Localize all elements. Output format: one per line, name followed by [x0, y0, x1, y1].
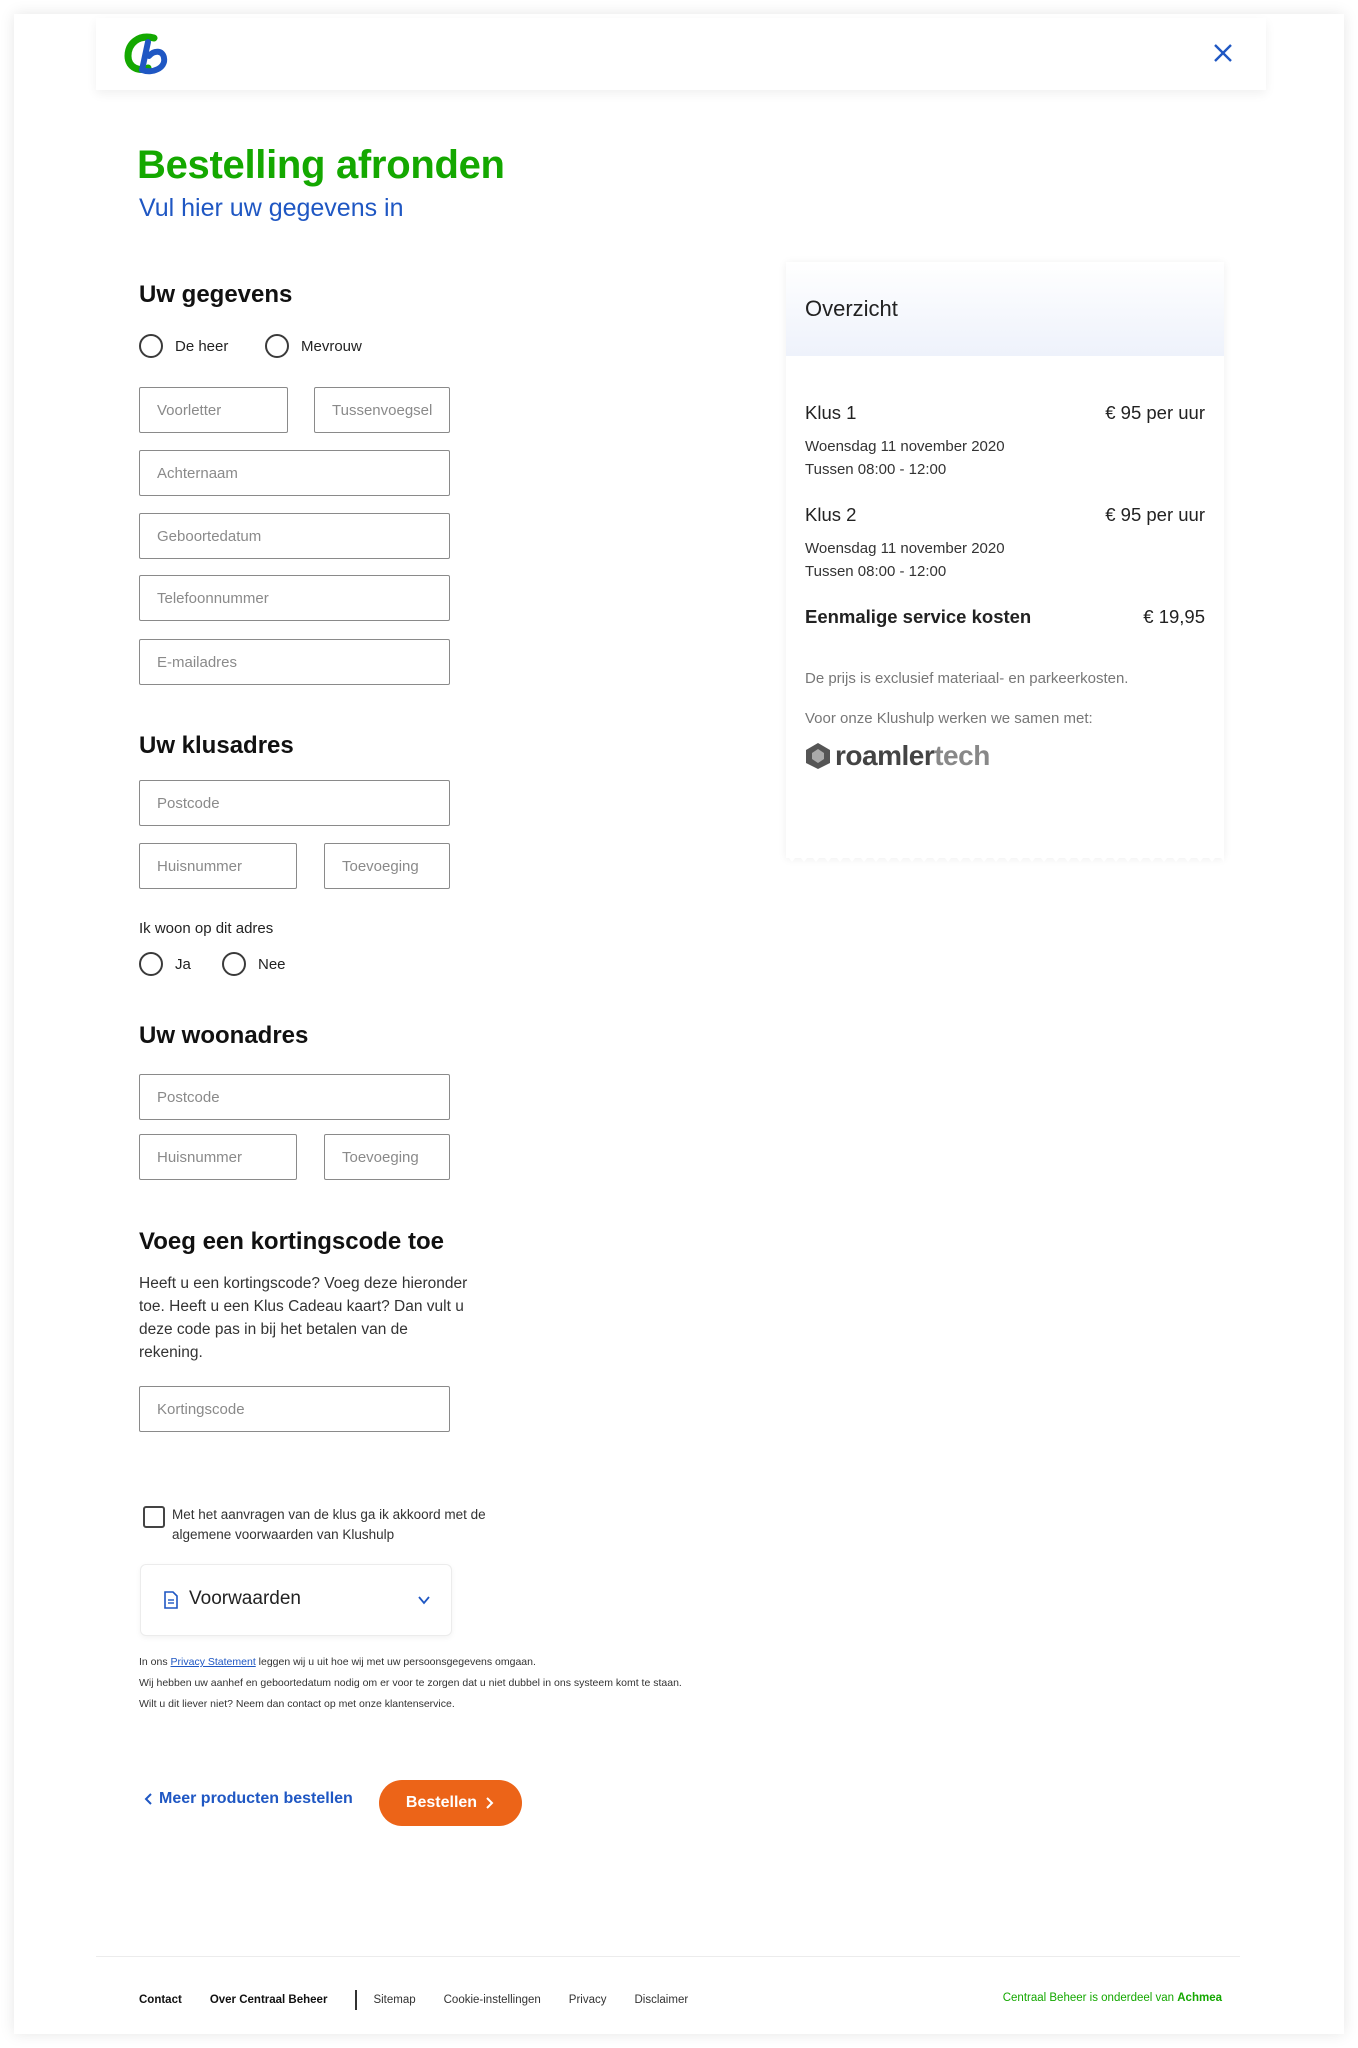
footer-links: [139, 1990, 716, 2010]
terms-accordion[interactable]: [140, 1564, 452, 1636]
chevron-right-icon: [483, 1796, 495, 1810]
radio-mr[interactable]: [139, 334, 163, 358]
footer-separator: [355, 1990, 357, 2010]
price-note: De prijs is exclusief materiaal- en parkeerkosten.: [805, 670, 1129, 687]
geboortedatum-input[interactable]: [139, 513, 450, 559]
job-1-date: Woensdag 11 november 2020: [805, 438, 1005, 455]
home-address-heading: Uw woonadres: [139, 1022, 309, 1049]
roamler-text: roamler: [835, 740, 935, 771]
voorletter-input[interactable]: [139, 387, 288, 433]
job-1-name: Klus 1: [805, 402, 857, 423]
chevron-down-icon: [417, 1593, 431, 1607]
achmea-pre: Centraal Beheer is onderdeel van: [1002, 1992, 1178, 2004]
radio-no-label: Nee: [258, 955, 286, 973]
summary-title: Overzicht: [805, 296, 898, 321]
order-button[interactable]: [379, 1780, 522, 1826]
job-toevoeging-input[interactable]: [324, 843, 450, 889]
partner-note: Voor onze Klushulp werken we samen met:: [805, 710, 1093, 727]
radio-mrs-label: Mevrouw: [301, 337, 362, 355]
terms-checkbox[interactable]: [143, 1506, 165, 1528]
footer-disclaimer-link[interactable]: Disclaimer: [634, 1994, 689, 2006]
salutation-mrs[interactable]: [265, 334, 362, 358]
summary-card: [786, 262, 1224, 858]
achmea-link[interactable]: Achmea: [1177, 1992, 1222, 2004]
footer-cookie-link[interactable]: Cookie-instellingen: [443, 1994, 541, 2006]
live-yes[interactable]: [139, 952, 191, 976]
privacy-pre: In ons: [139, 1656, 171, 1668]
roamlertech-logo: [805, 740, 990, 772]
card-zigzag-edge: [786, 854, 1224, 864]
page-title: Bestelling afronden: [137, 143, 505, 187]
personal-heading: Uw gegevens: [139, 281, 293, 308]
job-2-price: € 95 per uur: [1105, 504, 1205, 525]
live-question: Ik woon op dit adres: [139, 920, 274, 937]
home-huisnummer-input[interactable]: [139, 1134, 297, 1180]
home-toevoeging-input[interactable]: [324, 1134, 450, 1180]
document-icon: [163, 1591, 179, 1609]
centraal-beheer-logo[interactable]: [124, 32, 170, 76]
close-icon[interactable]: [1210, 40, 1236, 66]
job-postcode-input[interactable]: [139, 780, 450, 826]
radio-yes[interactable]: [139, 952, 163, 976]
tussenvoegsel-input[interactable]: [314, 387, 450, 433]
footer-contact-link[interactable]: Contact: [139, 1994, 182, 2006]
achternaam-input[interactable]: [139, 450, 450, 496]
job-address-heading: Uw klusadres: [139, 732, 294, 759]
privacy-line-3: Wilt u dit liever niet? Neem dan contact op met onze klantenservice.: [139, 1698, 455, 1710]
roamler-hex-icon: [805, 742, 831, 770]
job-1-time: Tussen 08:00 - 12:00: [805, 461, 947, 478]
radio-mrs[interactable]: [265, 334, 289, 358]
footer-sitemap-link[interactable]: Sitemap: [373, 1994, 416, 2006]
top-header: [96, 18, 1266, 90]
privacy-statement-link[interactable]: Privacy Statement: [170, 1656, 256, 1668]
privacy-post: leggen wij u uit hoe wij met uw persoonsgegevens omgaan.: [255, 1656, 536, 1668]
privacy-line-1: [139, 1652, 536, 1673]
discount-text: Heeft u een kortingscode? Voeg deze hieronder toe. Heeft u een Klus Cadeau kaart? Dan vult u deze code pas in bij het betalen van de rekening.: [139, 1275, 468, 1361]
service-price: € 19,95: [1143, 606, 1205, 627]
terms-text: Met het aanvragen van de klus ga ik akkoord met de algemene voorwaarden van Klushulp: [172, 1507, 486, 1542]
page-subtitle: Vul hier uw gegevens in: [139, 194, 404, 222]
radio-no[interactable]: [222, 952, 246, 976]
job-2-date: Woensdag 11 november 2020: [805, 540, 1005, 557]
radio-mr-label: De heer: [175, 337, 229, 355]
tech-text: tech: [934, 740, 990, 771]
salutation-mr[interactable]: [139, 334, 228, 358]
email-input[interactable]: [139, 639, 450, 685]
footer-about-link[interactable]: Over Centraal Beheer: [209, 1994, 328, 2006]
job-1-price: € 95 per uur: [1105, 402, 1205, 423]
order-button-label: Bestellen: [405, 1794, 478, 1811]
back-link[interactable]: [143, 1790, 353, 1808]
accordion-label: Voorwaarden: [189, 1588, 301, 1609]
back-link-label: Meer producten bestellen: [159, 1790, 353, 1807]
radio-yes-label: Ja: [175, 955, 191, 973]
chevron-left-icon: [143, 1792, 155, 1806]
discount-heading: Voeg een kortingscode toe: [139, 1228, 444, 1255]
job-2-name: Klus 2: [805, 504, 857, 525]
job-huisnummer-input[interactable]: [139, 843, 297, 889]
service-label: Eenmalige service kosten: [805, 606, 1032, 627]
footer-divider: [96, 1956, 1240, 1957]
live-no[interactable]: [222, 952, 286, 976]
privacy-line-2: Wij hebben uw aanhef en geboortedatum nodig om er voor te zorgen dat u niet dubbel in ons systeem komt te staan.: [139, 1677, 682, 1689]
telefoon-input[interactable]: [139, 575, 450, 621]
footer-privacy-link[interactable]: Privacy: [568, 1994, 607, 2006]
achmea-note: [1003, 1992, 1222, 2004]
job-2-time: Tussen 08:00 - 12:00: [805, 563, 947, 580]
discount-input[interactable]: [139, 1386, 450, 1432]
home-postcode-input[interactable]: [139, 1074, 450, 1120]
